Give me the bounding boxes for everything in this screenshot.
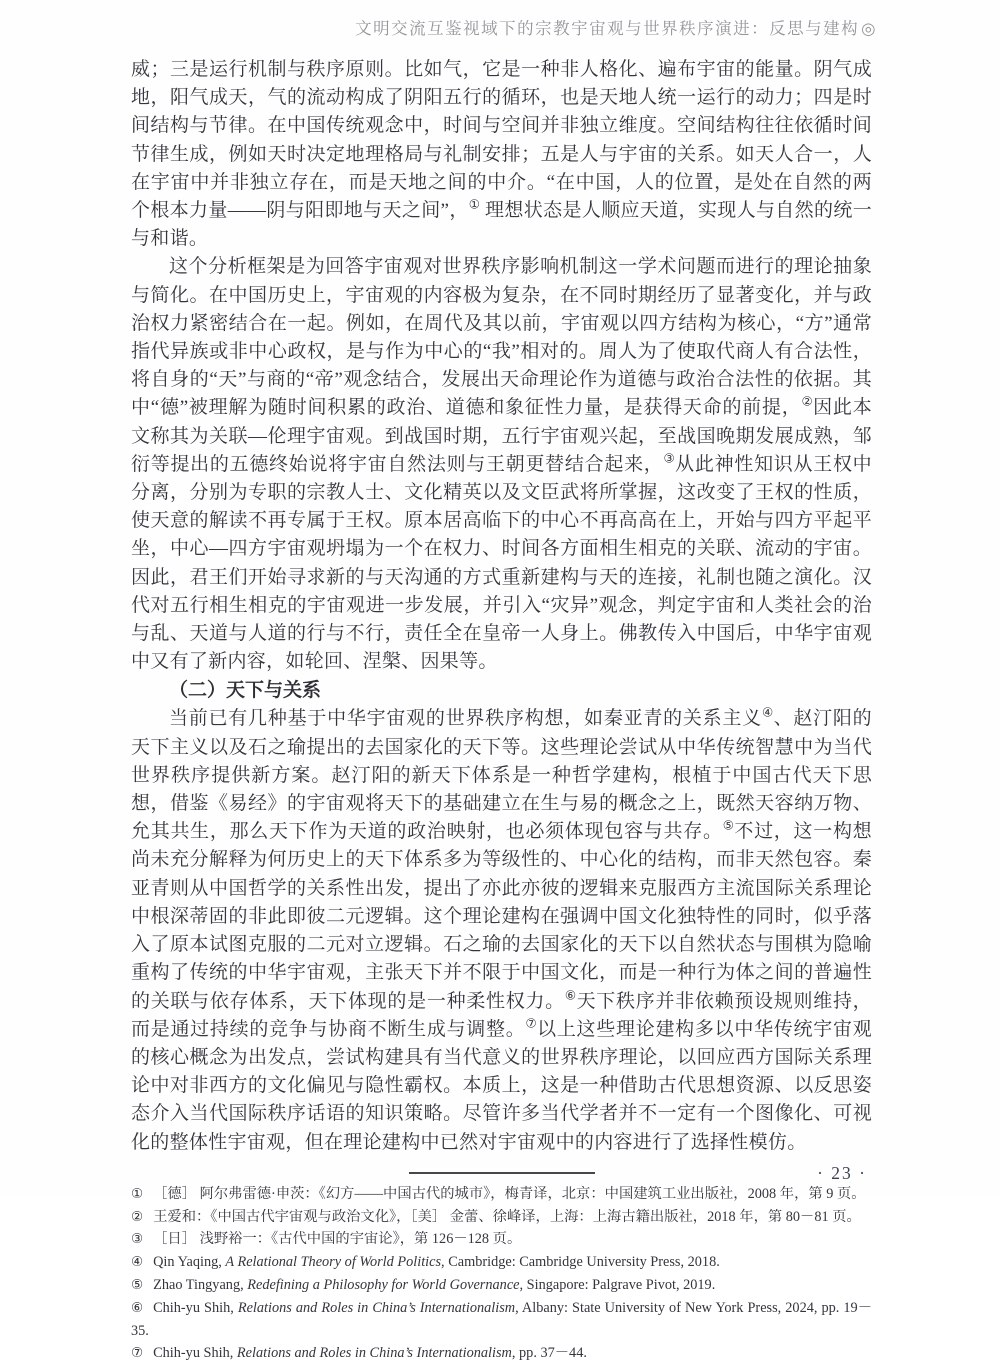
book-title-italic: Redefining a Philosophy for World Governance xyxy=(247,1276,520,1293)
footnote-item: ④ Qin Yaqing, A Relational Theory of World Politics, Cambridge: Cambridge University Press, 2018. xyxy=(131,1251,872,1274)
footnote-marker: ⑦ xyxy=(131,1345,144,1361)
footnote-marker: ③ xyxy=(131,1231,144,1247)
running-header-title: 文明交流互鉴视域下的宗教宇宙观与世界秩序演进：反思与建构 xyxy=(355,19,860,38)
running-header xyxy=(130,15,877,39)
footnote-ref: ⑤ xyxy=(722,818,735,833)
section-heading: （二）天下与关系 xyxy=(169,680,322,702)
footnotes-list xyxy=(131,1183,872,1365)
footnote-marker: ⑤ xyxy=(131,1276,144,1292)
page-number: · 23 · xyxy=(817,1163,867,1183)
footnote-item: ⑤ Zhao Tingyang, Redefining a Philosophy for World Governance, Singapore: Palgrave Pivot, 2019. xyxy=(131,1274,872,1297)
footnote-marker: ② xyxy=(131,1208,144,1224)
footnote-ref: ⑦ xyxy=(525,1016,538,1031)
footnote-ref: ④ xyxy=(761,706,774,721)
footnote-ref: ② xyxy=(801,395,814,410)
footnote-ref: ⑥ xyxy=(564,988,577,1003)
footnote-marker: ① xyxy=(131,1185,144,1201)
paragraph: 威；三是运行机制与秩序原则。比如气，它是一种非人格化、遍布宇宙的能量。阴气成地，阳气成天，气的流动构成了阴阳五行的循环，也是天地人统一运行的动力；四是时间结构与节律。在中国传统观念中，时间与空间并非独立维度。空间结构往往依循时间节律生成，例如天时决定地理格局与礼制安排；五是人与宇宙的关系。如天人合一，人在宇宙中并非独立存在，而是天地之间的中介。“在中国，人的位置，是处在自然的两个根本力量——阴与阳即地与天之间”，① 理想状态是人顺应天道，实现人与自然的统一与和谐。 xyxy=(131,59,872,250)
footnote-item: ① ［德］ 阿尔弗雷德·申茨：《幻方——中国古代的城市》，梅青译，北京：中国建筑工业出版社，2008 年，第 9 页。 xyxy=(131,1183,872,1206)
header-circle-marker: ◎ xyxy=(861,19,877,38)
footnote-item: ③ ［日］ 浅野裕一：《古代中国的宇宙论》，第 126－128 页。 xyxy=(131,1228,872,1251)
footnote-marker: ④ xyxy=(131,1254,144,1270)
book-title-italic: A Relational Theory of World Politics xyxy=(225,1254,442,1271)
footnote-ref: ③ xyxy=(663,451,676,466)
paragraph: 这个分析框架是为回答宇宙观对世界秩序影响机制这一学术问题而进行的理论抽象与简化。在中国历史上，宇宙观的内容极为复杂，在不同时期经历了显著变化，并与政治权力紧密结合在一起。例如，在周代及其以前，宇宙观以四方结构为核心，“方”通常指代异族或非中心政权，是与作为中心的“我”相对的。周人为了使取代商人有合法性，将自身的“天”与商的“帝”观念结合，发展出天命理论作为道德与政治合法性的依据。其中“德”被理解为随时间积累的政治、道德和象征性力量，是获得天命的前提，②因此本文称其为关联—伦理宇宙观。到战国时期，五行宇宙观兴起，至战国晚期发展成熟，邹衍等提出的五德终始说将宇宙自然法则与王朝更替结合起来，③从此神性知识从王权中分离，分别为专职的宗教人士、文化精英以及文臣武将所掌握，这改变了王权的性质，使天意的解读不再专属于王权。原本居高临下的中心不再高高在上，开始与四方平起平坐，中心—四方宇宙观坍塌为一个在权力、时间各方面相生相克的关联、流动的宇宙。因此，君王们开始寻求新的与天沟通的方式重新建构与天的连接，礼制也随之演化。汉代对五行相生相克的宇宙观进一步发展，并引入“灾异”观念，判定宇宙和人类社会的治与乱、天道与人道的行与不行，责任全在皇帝一人身上。佛教传入中国后，中华宇宙观中又有了新内容，如轮回、涅槃、因果等。 xyxy=(131,256,872,673)
book-title-italic: Relations and Roles in China’s Internationalism xyxy=(236,1345,512,1362)
book-title-italic: Relations and Roles in China’s Internationalism xyxy=(237,1299,516,1316)
paragraph: 当前已有几种基于中华宇宙观的世界秩序构想，如秦亚青的关系主义④、赵汀阳的天下主义以及石之瑜提出的去国家化的天下等。这些理论尝试从中华传统智慧中为当代世界秩序提供新方案。赵汀阳的新天下体系是一种哲学建构，根植于中国古代天下思想，借鉴《易经》的宇宙观将天下的基础建立在生与易的概念之上，既然天容纳万物、允其共生，那么天下作为天道的政治映射，也必须体现包容与共存。⑤不过，这一构想尚未充分解释为何历史上的天下体系多为等级性的、中心化的结构，而非天然包容。秦亚青则从中国哲学的关系性出发，提出了亦此亦彼的逻辑来克服西方主流国际关系理论中根深蒂固的非此即彼二元逻辑。这个理论建构在强调中国文化独特性的同时，似乎落入了原本试图克服的二元对立逻辑。石之瑜的去国家化的天下以自然状态与围棋为隐喻重构了传统的中华宇宙观，主张天下并不限于中国文化，而是一种行为体之间的普遍性的关联与依存体系，天下体现的是一种柔性权力。⑥天下秩序并非依赖预设规则维持，而是通过持续的竞争与协商不断生成与调整。⑦以上这些理论建构多以中华传统宇宙观的核心概念为出发点，尝试构建具有当代意义的世界秩序理论，以回应西方国际关系理论中对非西方的文化偏见与隐性霸权。本质上，这是一种借助古代思想资源、以反思姿态介入当代国际秩序话语的知识策略。尽管许多当代学者并不一定有一个图像化、可视化的整体性宇宙观，但在理论建构中已然对宇宙观中的内容进行了选择性模仿。 xyxy=(131,706,872,1153)
article-body xyxy=(131,56,872,1365)
footnote-item: ⑥ Chih-yu Shih, Relations and Roles in China’s Internationalism, Albany: State University of New York Press, 2024, pp. 19－35. xyxy=(131,1297,872,1343)
footnote-item: ⑦ Chih-yu Shih, Relations and Roles in China’s Internationalism, pp. 37－44. xyxy=(131,1342,872,1365)
footnote-marker: ⑥ xyxy=(131,1299,144,1315)
footnote-ref: ① xyxy=(468,197,480,212)
footnote-separator-line xyxy=(409,1172,595,1174)
footnote-item: ② 王爱和：《中国古代宇宙观与政治文化》，［美］ 金蕾、徐峰译，上海：上海古籍出版社，2018 年，第 80－81 页。 xyxy=(131,1206,872,1229)
